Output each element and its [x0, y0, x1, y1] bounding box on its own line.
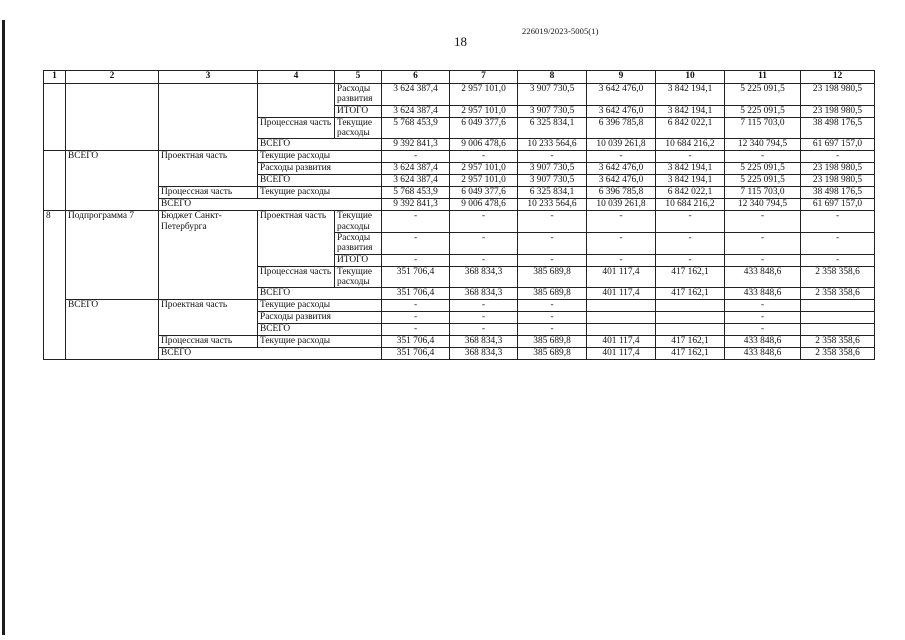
cell-col1 — [44, 84, 66, 151]
value-cell: 3 624 387,4 — [382, 84, 450, 106]
value-cell: 3 642 476,0 — [587, 105, 656, 117]
value-cell — [587, 300, 656, 312]
row-label: Процессная часть — [258, 266, 335, 288]
budget-source: Бюджет Санкт-Петербурга — [159, 211, 258, 300]
row-label: Текущие расходы — [258, 336, 382, 348]
value-cell — [587, 324, 656, 336]
value-cell — [801, 324, 875, 336]
value-cell: 5 768 453,9 — [382, 187, 450, 199]
value-cell: 6 049 377,6 — [450, 187, 518, 199]
value-cell: - — [725, 211, 801, 233]
value-cell: - — [725, 254, 801, 266]
document-number: 226019/2023-5005(1) — [522, 26, 599, 36]
value-cell: - — [801, 233, 875, 255]
value-cell: - — [450, 300, 518, 312]
value-cell: 10 233 564,6 — [518, 139, 587, 151]
value-cell: 385 689,8 — [518, 348, 587, 360]
value-cell: 3 642 476,0 — [587, 84, 656, 106]
value-cell: 6 842 022,1 — [656, 187, 725, 199]
cell-col3 — [159, 84, 258, 151]
value-cell: - — [450, 254, 518, 266]
table-row — [44, 211, 875, 233]
value-cell: 9 392 841,3 — [382, 199, 450, 211]
value-cell: 385 689,8 — [518, 336, 587, 348]
value-cell: 401 117,4 — [587, 336, 656, 348]
scan-edge-artifact — [2, 20, 5, 635]
value-cell: 417 162,1 — [656, 288, 725, 300]
value-cell: 10 039 261,8 — [587, 139, 656, 151]
row-label: Расходы развития — [335, 233, 382, 255]
value-cell: 12 340 794,5 — [725, 139, 801, 151]
value-cell: 3 907 730,5 — [518, 163, 587, 175]
row-label: Текущие расходы — [258, 300, 382, 312]
column-header: 7 — [450, 71, 518, 84]
row-label: Процессная часть — [159, 336, 258, 348]
value-cell: 23 198 980,5 — [801, 84, 875, 106]
page-number: 18 — [454, 34, 467, 49]
value-cell: 417 162,1 — [656, 266, 725, 288]
value-cell: 2 957 101,0 — [450, 175, 518, 187]
value-cell: 3 842 194,1 — [656, 84, 725, 106]
value-cell: - — [450, 324, 518, 336]
value-cell: 351 706,4 — [382, 348, 450, 360]
row-label: ВСЕГО — [159, 348, 382, 360]
row-label: ВСЕГО — [258, 139, 382, 151]
column-header: 6 — [382, 71, 450, 84]
column-header: 11 — [725, 71, 801, 84]
value-cell: - — [382, 254, 450, 266]
value-cell: 38 498 176,5 — [801, 187, 875, 199]
value-cell: - — [725, 233, 801, 255]
value-cell: 5 225 091,5 — [725, 163, 801, 175]
value-cell: - — [656, 151, 725, 163]
budget-table — [43, 70, 875, 360]
value-cell: 3 842 194,1 — [656, 105, 725, 117]
value-cell: 3 907 730,5 — [518, 175, 587, 187]
value-cell: 23 198 980,5 — [801, 163, 875, 175]
value-cell: 433 848,6 — [725, 336, 801, 348]
row-label: Текущие расходы — [335, 117, 382, 139]
value-cell — [587, 312, 656, 324]
value-cell: 351 706,4 — [382, 288, 450, 300]
value-cell: 3 624 387,4 — [382, 163, 450, 175]
value-cell: 368 834,3 — [450, 266, 518, 288]
value-cell: 6 049 377,6 — [450, 117, 518, 139]
value-cell: 385 689,8 — [518, 288, 587, 300]
row-label: Расходы развития — [258, 163, 382, 175]
value-cell: 368 834,3 — [450, 336, 518, 348]
row-label: Проектная часть — [258, 211, 335, 266]
value-cell: - — [450, 151, 518, 163]
value-cell: - — [518, 312, 587, 324]
value-cell: 368 834,3 — [450, 348, 518, 360]
row-label: ВСЕГО — [258, 324, 382, 336]
value-cell: 2 358 358,6 — [801, 266, 875, 288]
value-cell: 401 117,4 — [587, 348, 656, 360]
table-row — [44, 348, 875, 360]
value-cell: 5 225 091,5 — [725, 84, 801, 106]
value-cell — [801, 312, 875, 324]
table-row — [44, 151, 875, 163]
value-cell: 5 225 091,5 — [725, 175, 801, 187]
value-cell: - — [725, 300, 801, 312]
value-cell: 10 684 216,2 — [656, 139, 725, 151]
value-cell: - — [382, 300, 450, 312]
value-cell: 2 358 358,6 — [801, 336, 875, 348]
value-cell: 3 624 387,4 — [382, 105, 450, 117]
row-label: Текущие расходы — [335, 266, 382, 288]
column-header: 9 — [587, 71, 656, 84]
row-label: Проектная часть — [159, 300, 258, 336]
table-row — [44, 84, 875, 106]
value-cell: 433 848,6 — [725, 288, 801, 300]
value-cell: - — [518, 233, 587, 255]
row-label: ИТОГО — [335, 105, 382, 117]
value-cell: 351 706,4 — [382, 336, 450, 348]
row-label: Процессная часть — [258, 117, 335, 139]
value-cell: - — [587, 151, 656, 163]
value-cell: 401 117,4 — [587, 288, 656, 300]
value-cell: 6 842 022,1 — [656, 117, 725, 139]
value-cell — [656, 324, 725, 336]
value-cell: 3 842 194,1 — [656, 175, 725, 187]
cell-col1 — [44, 151, 66, 211]
value-cell: - — [382, 233, 450, 255]
value-cell: 417 162,1 — [656, 336, 725, 348]
row-label: ВСЕГО — [258, 175, 382, 187]
row-label: Текущие расходы — [258, 151, 382, 163]
value-cell: 417 162,1 — [656, 348, 725, 360]
row-label: Проектная часть — [159, 151, 258, 187]
value-cell: - — [382, 151, 450, 163]
value-cell: 9 006 478,6 — [450, 199, 518, 211]
row-label: Расходы развития — [258, 312, 382, 324]
value-cell: - — [518, 300, 587, 312]
value-cell: - — [801, 254, 875, 266]
value-cell: - — [587, 211, 656, 233]
value-cell: - — [656, 254, 725, 266]
column-header: 4 — [258, 71, 335, 84]
row-label: ВСЕГО — [258, 288, 382, 300]
value-cell: - — [801, 211, 875, 233]
value-cell: 7 115 703,0 — [725, 117, 801, 139]
column-header: 3 — [159, 71, 258, 84]
value-cell: 2 358 358,6 — [801, 348, 875, 360]
value-cell: 12 340 794,5 — [725, 199, 801, 211]
value-cell: - — [656, 233, 725, 255]
table-row — [44, 300, 875, 312]
value-cell: 5 225 091,5 — [725, 105, 801, 117]
column-header: 12 — [801, 71, 875, 84]
value-cell: - — [518, 211, 587, 233]
cell-col4 — [258, 84, 335, 118]
row-label: Текущие расходы — [258, 187, 382, 199]
value-cell: - — [725, 324, 801, 336]
value-cell: 10 233 564,6 — [518, 199, 587, 211]
table-row — [44, 187, 875, 199]
value-cell: 3 624 387,4 — [382, 175, 450, 187]
value-cell: - — [587, 254, 656, 266]
value-cell: 7 115 703,0 — [725, 187, 801, 199]
value-cell: 385 689,8 — [518, 266, 587, 288]
value-cell: 3 642 476,0 — [587, 163, 656, 175]
value-cell — [656, 300, 725, 312]
value-cell: - — [801, 151, 875, 163]
column-header: 5 — [335, 71, 382, 84]
value-cell: 433 848,6 — [725, 348, 801, 360]
value-cell — [801, 300, 875, 312]
column-header: 8 — [518, 71, 587, 84]
value-cell: 10 684 216,2 — [656, 199, 725, 211]
value-cell: - — [518, 151, 587, 163]
value-cell: 5 768 453,9 — [382, 117, 450, 139]
value-cell: 61 697 157,0 — [801, 199, 875, 211]
value-cell: 9 006 478,6 — [450, 139, 518, 151]
column-header: 10 — [656, 71, 725, 84]
value-cell: - — [382, 211, 450, 233]
table-row — [44, 336, 875, 348]
value-cell: 3 642 476,0 — [587, 175, 656, 187]
value-cell: 3 842 194,1 — [656, 163, 725, 175]
value-cell: - — [382, 324, 450, 336]
table-row — [44, 199, 875, 211]
value-cell: - — [725, 151, 801, 163]
value-cell: 10 039 261,8 — [587, 199, 656, 211]
value-cell: 23 198 980,5 — [801, 105, 875, 117]
value-cell: 401 117,4 — [587, 266, 656, 288]
value-cell: - — [587, 233, 656, 255]
column-header: 2 — [66, 71, 159, 84]
value-cell: 23 198 980,5 — [801, 175, 875, 187]
value-cell: - — [656, 211, 725, 233]
value-cell: - — [725, 312, 801, 324]
header-row — [44, 71, 875, 84]
subprogram-number: 8 — [44, 211, 66, 360]
value-cell: 6 396 785,8 — [587, 117, 656, 139]
column-header: 1 — [44, 71, 66, 84]
total-label: ВСЕГО — [66, 151, 159, 211]
row-label: Текущие расходы — [335, 211, 382, 233]
value-cell: 351 706,4 — [382, 266, 450, 288]
cell-col2 — [66, 84, 159, 151]
row-label: ВСЕГО — [159, 199, 382, 211]
value-cell: - — [450, 312, 518, 324]
value-cell: 2 358 358,6 — [801, 288, 875, 300]
value-cell: - — [382, 312, 450, 324]
subprogram-name: Подпрограмма 7 — [66, 211, 159, 300]
value-cell: - — [450, 233, 518, 255]
value-cell: 3 907 730,5 — [518, 84, 587, 106]
value-cell: 6 325 834,1 — [518, 117, 587, 139]
value-cell: 38 498 176,5 — [801, 117, 875, 139]
value-cell: 61 697 157,0 — [801, 139, 875, 151]
value-cell: 2 957 101,0 — [450, 163, 518, 175]
value-cell: 368 834,3 — [450, 288, 518, 300]
row-label: Расходы развития — [335, 84, 382, 106]
row-label: Процессная часть — [159, 187, 258, 199]
value-cell: - — [518, 324, 587, 336]
total-label: ВСЕГО — [66, 300, 159, 360]
value-cell: 6 396 785,8 — [587, 187, 656, 199]
value-cell: 9 392 841,3 — [382, 139, 450, 151]
value-cell: 2 957 101,0 — [450, 84, 518, 106]
value-cell: 6 325 834,1 — [518, 187, 587, 199]
value-cell — [656, 312, 725, 324]
value-cell: 3 907 730,5 — [518, 105, 587, 117]
value-cell: 433 848,6 — [725, 266, 801, 288]
value-cell: - — [518, 254, 587, 266]
value-cell: 2 957 101,0 — [450, 105, 518, 117]
row-label: ИТОГО — [335, 254, 382, 266]
value-cell: - — [450, 211, 518, 233]
